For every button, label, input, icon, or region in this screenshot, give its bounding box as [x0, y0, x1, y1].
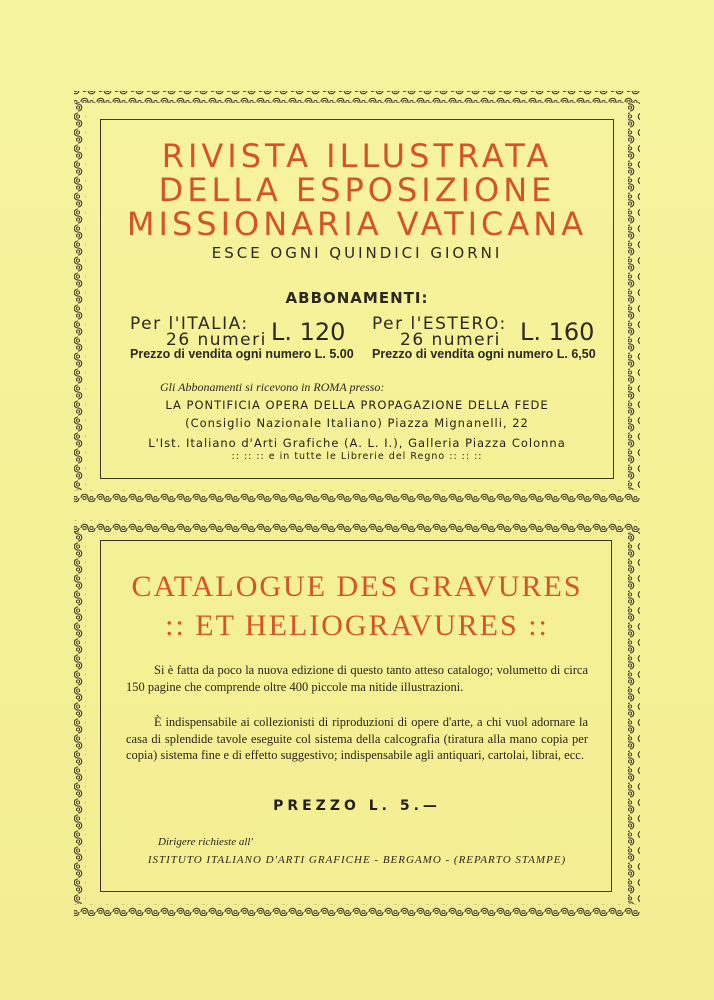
estero-label: Per l'ESTERO:	[372, 314, 507, 334]
subtitle: ESCE OGNI QUINDICI GIORNI	[211, 244, 503, 262]
abbonamenti-heading: ABBONAMENTI:	[285, 289, 429, 307]
estero-note: Prezzo di vendita ogni numero L. 6,50	[372, 347, 596, 361]
dirigere-note: Dirigere richieste all'	[158, 836, 253, 848]
catalogue-title-line-1: CATALOGUE DES GRAVURES	[131, 570, 583, 603]
italia-label: Per l'ITALIA:	[130, 314, 249, 334]
title-line-1: RIVISTA ILLUSTRATA	[161, 137, 553, 175]
receive-note: Gli Abbonamenti si ricevono in ROMA presso:	[160, 380, 385, 394]
title-line-3: MISSIONARIA VATICANA	[126, 205, 588, 243]
address-line-1: LA PONTIFICIA OPERA DELLA PROPAGAZIONE DELLA FEDE	[165, 398, 549, 412]
title-line-2: DELLA ESPOSIZIONE	[158, 171, 556, 209]
description-paragraph-2: È indispensabile ai collezionisti di riproduzioni di opere d'arte, a chi vuol adornare la casa di splendide tavole eseguite col sistema della calcografia (tiratura alla mano copia per copia) sistema fine e di effetto suggestivo; indispensabile agli antiquari, cartolai, librai, ecc.	[126, 715, 588, 762]
catalogue-advertisement	[0, 510, 714, 930]
italia-note: Prezzo di vendita ogni numero L. 5.00	[130, 347, 354, 361]
price: PREZZO L. 5.—	[273, 798, 441, 814]
address-line-3: L'Ist. Italiano d'Arti Grafiche (A. L. I.), Galleria Piazza Colonna	[148, 436, 566, 450]
address-line-4: :: :: :: e in tutte le Librerie del Regno :: :: ::	[231, 451, 483, 462]
istituto-address: ISTITUTO ITALIANO D'ARTI GRAFICHE - BERGAMO - (REPARTO STAMPE)	[147, 854, 567, 866]
estero-price: L. 160	[520, 318, 595, 346]
address-line-2: (Consiglio Nazionale Italiano) Piazza Mignanelli, 22	[185, 416, 529, 430]
italia-numeri: 26 numeri	[166, 330, 267, 350]
estero-numeri: 26 numeri	[400, 330, 501, 350]
catalogue-title-line-2: :: ET HELIOGRAVURES ::	[165, 609, 549, 642]
description-paragraph-1: Si è fatta da poco la nuova edizione di questo tanto atteso catalogo; volumetto di circa 150 pagine che comprende oltre 400 piccole ma nitide illustrazioni.	[126, 663, 588, 694]
italia-price: L. 120	[271, 318, 346, 346]
